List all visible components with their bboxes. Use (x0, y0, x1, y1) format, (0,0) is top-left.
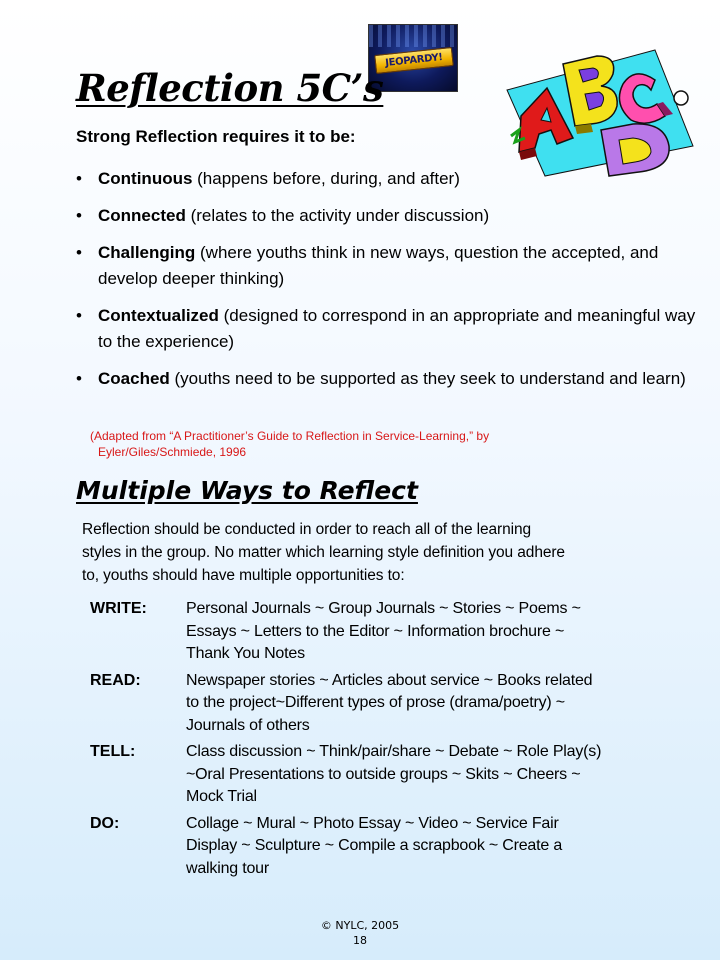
list-item (76, 366, 696, 392)
bullet-desc: (designed to correspond in an appropriate and meaningful way to the experience) (98, 306, 696, 351)
method-label: TELL: (90, 743, 136, 760)
page-footer (0, 918, 720, 948)
five-cs-list (76, 166, 696, 403)
method-text (186, 670, 592, 738)
paragraph-line: styles in the group. No matter which learning style definition you adhere (82, 544, 565, 561)
method-text (186, 741, 601, 809)
method-line: ~Oral Presentations to outside groups ~ Skits ~ Cheers ~ (186, 765, 581, 783)
method-text (186, 598, 581, 666)
method-line: Mock Trial (186, 788, 257, 805)
bullet-desc: (where youths think in new ways, question the accepted, and develop deeper thinking) (98, 243, 659, 288)
list-item (76, 203, 696, 229)
method-line: Class discussion ~ Think/pair/share ~ Debate ~ Role Play(s) (186, 743, 602, 760)
method-text (186, 813, 562, 881)
bullet-desc: (youths need to be supported as they seek to understand and learn) (169, 369, 686, 388)
page-title: Reflection 5C’s (76, 66, 384, 110)
intro-text: Strong Reflection requires it to be: (76, 127, 356, 146)
abc-letters-image (505, 46, 695, 178)
bullet-term: Connected (98, 206, 186, 225)
method-line: to the project~Different types of prose (drama/poetry) ~ (186, 694, 565, 711)
citation-line-1: (Adapted from “A Practitioner’s Guide to Reflection in Service-Learning,” by (90, 429, 490, 443)
method-row-do (90, 813, 700, 881)
list-item (76, 166, 696, 192)
method-row-read (90, 670, 700, 738)
section-heading: Multiple Ways to Reflect (76, 476, 418, 505)
method-line: Newspaper stories ~ Articles about service ~ Books related (186, 671, 593, 689)
method-line: walking tour (186, 859, 269, 877)
citation (90, 428, 560, 460)
method-line: Journals of others (186, 716, 310, 734)
bullet-term: Contextualized (98, 306, 219, 325)
method-label: WRITE: (90, 600, 147, 617)
paragraph-line: to, youths should have multiple opportunities to: (82, 567, 405, 584)
method-line: Personal Journals ~ Group Journals ~ Stories ~ Poems ~ (186, 600, 581, 617)
copyright-text: © NYLC, 2005 (320, 919, 400, 932)
list-item (76, 303, 696, 355)
method-row-tell (90, 741, 700, 809)
method-line: Collage ~ Mural ~ Photo Essay ~ Video ~ Service Fair (186, 814, 559, 832)
list-item (76, 240, 696, 292)
jeopardy-logo-text: JEOPARDY! (374, 47, 454, 74)
method-line: Thank You Notes (186, 645, 305, 662)
method-line: Essays ~ Letters to the Editor ~ Information brochure ~ (186, 622, 565, 640)
logo-lights (369, 25, 457, 47)
bullet-term: Coached (98, 369, 170, 388)
method-label: READ: (90, 671, 141, 689)
page-number: 18 (353, 934, 367, 947)
bullet-desc: (happens before, during, and after) (192, 169, 460, 188)
bullet-term: Challenging (98, 243, 196, 262)
bullet-term: Continuous (98, 169, 193, 188)
method-label: DO: (90, 814, 120, 832)
citation-line-2: Eyler/Giles/Schmiede, 1996 (98, 445, 247, 459)
method-line: Display ~ Sculpture ~ Compile a scrapbook ~ Create a (186, 837, 563, 854)
method-row-write (90, 598, 700, 666)
reflection-methods (90, 598, 700, 884)
bullet-desc: (relates to the activity under discussion) (185, 206, 490, 225)
paragraph-line: Reflection should be conducted in order to reach all of the learning (82, 521, 532, 538)
intro-paragraph (82, 518, 692, 587)
